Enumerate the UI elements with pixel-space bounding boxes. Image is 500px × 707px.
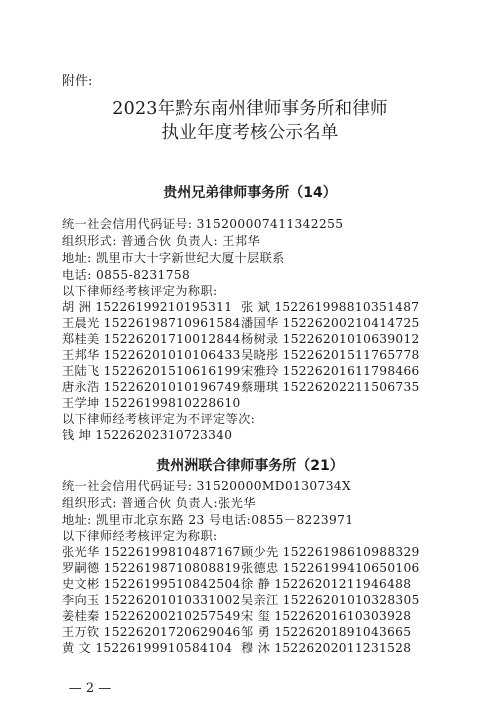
document-title-line1: 2023年黔东南州律师事务所和律师 (112, 99, 388, 119)
document-title-line2: 执业年度考核公示名单 (161, 123, 339, 143)
lawyer-entry: 邹 勇 15226201891043665 (241, 625, 412, 639)
firm1-name: 贵州兄弟律师事务所（14） (163, 185, 337, 201)
lawyer-entry: 顾少先 15226198610988329 (241, 545, 420, 559)
firm2-pass-label: 以下律师经考核评定为称职: (62, 529, 218, 543)
firm2-address: 地址: 凯里市北京东路 23 号电话:0855－8223971 (62, 513, 354, 527)
lawyer-row (62, 639, 482, 655)
firm2-org-form: 组织形式: 普通合伙 负责人:张光华 (62, 496, 256, 510)
lawyer-row (62, 394, 482, 410)
lawyer-entry: 罗嗣德 15226198710808819 (62, 561, 241, 575)
page-number: — 2 — (68, 681, 112, 696)
lawyer-row (62, 330, 482, 346)
lawyer-entry: 张德忠 15226199410650106 (241, 561, 420, 575)
lawyer-entry: 郑桂美 15226201710012844 (62, 332, 241, 346)
lawyer-entry: 王万钦 15226201720629046 (62, 625, 241, 639)
lawyer-entry: 蔡珊琪 15226202211506735 (241, 380, 420, 394)
lawyer-entry: 徐 静 15226201211946488 (241, 577, 412, 591)
lawyer-entry: 潘国华 15226200210414725 (241, 316, 420, 330)
attachment-label: 附件: (62, 74, 93, 89)
lawyer-row (62, 607, 482, 623)
firm1-fail-label: 以下律师经考核评定为不评定等次: (62, 412, 256, 426)
lawyer-row (62, 378, 482, 394)
lawyer-entry: 唐永浩 15226201010196749 (62, 380, 241, 394)
lawyer-row (62, 426, 482, 442)
lawyer-entry: 穆 沐 15226202011231528 (241, 641, 412, 655)
firm1-pass-label: 以下律师经考核评定为称职: (62, 284, 218, 298)
lawyer-entry: 张光华 15226199810487167 (62, 545, 241, 559)
lawyer-entry: 王邦华 15226201010106433 (62, 348, 241, 362)
lawyer-entry: 宋雅玲 15226201611798466 (241, 364, 420, 378)
lawyer-entry: 胡 洲 15226199210195311 (62, 300, 233, 314)
lawyer-row (62, 591, 482, 607)
lawyer-row (62, 314, 482, 330)
firm1-phone: 电话: 0855-8231758 (62, 268, 191, 282)
lawyer-row (62, 362, 482, 378)
lawyer-row (62, 559, 482, 575)
lawyer-row (62, 346, 482, 362)
lawyer-row (62, 543, 482, 559)
firm2-credit-code: 统一社会信用代码证号: 31520000MD0130734X (62, 479, 352, 493)
lawyer-row (62, 623, 482, 639)
lawyer-entry: 吴晓彤 15226201511765778 (241, 348, 420, 362)
lawyer-entry: 钱 坤 15226202310723340 (62, 428, 233, 442)
lawyer-entry: 王陆飞 15226201510616199 (62, 364, 241, 378)
lawyer-entry: 李向玉 15226201010331002 (62, 593, 241, 607)
lawyer-entry: 张 斌 15226199881035148​7 (241, 300, 420, 314)
lawyer-entry: 黄 文 15226199910584104 (62, 641, 233, 655)
lawyer-row (62, 298, 482, 314)
lawyer-entry: 王学坤 15226199810228610 (62, 396, 241, 410)
lawyer-entry: 史文彬 15226199510842504 (62, 577, 241, 591)
firm1-address: 地址: 凯里市大十字新世纪大厦十层联系 (62, 251, 285, 265)
firm1-credit-code: 统一社会信用代码证号: 315200007411342255 (62, 217, 344, 231)
lawyer-entry: 姜桂秦 15226200210257549 (62, 609, 241, 623)
lawyer-entry: 宋 玺 15226201610303928 (241, 609, 412, 623)
firm2-name: 贵州洲联合律师事务所（21） (156, 458, 344, 474)
lawyer-entry: 吴亲江 15226201010328305 (241, 593, 420, 607)
lawyer-entry: 王晨光 15226198710961584 (62, 316, 241, 330)
lawyer-entry: 杨树录 15226201010639012 (241, 332, 420, 346)
lawyer-row (62, 575, 482, 591)
firm1-org-form: 组织形式: 普通合伙 负责人: 王邦华 (62, 234, 261, 248)
